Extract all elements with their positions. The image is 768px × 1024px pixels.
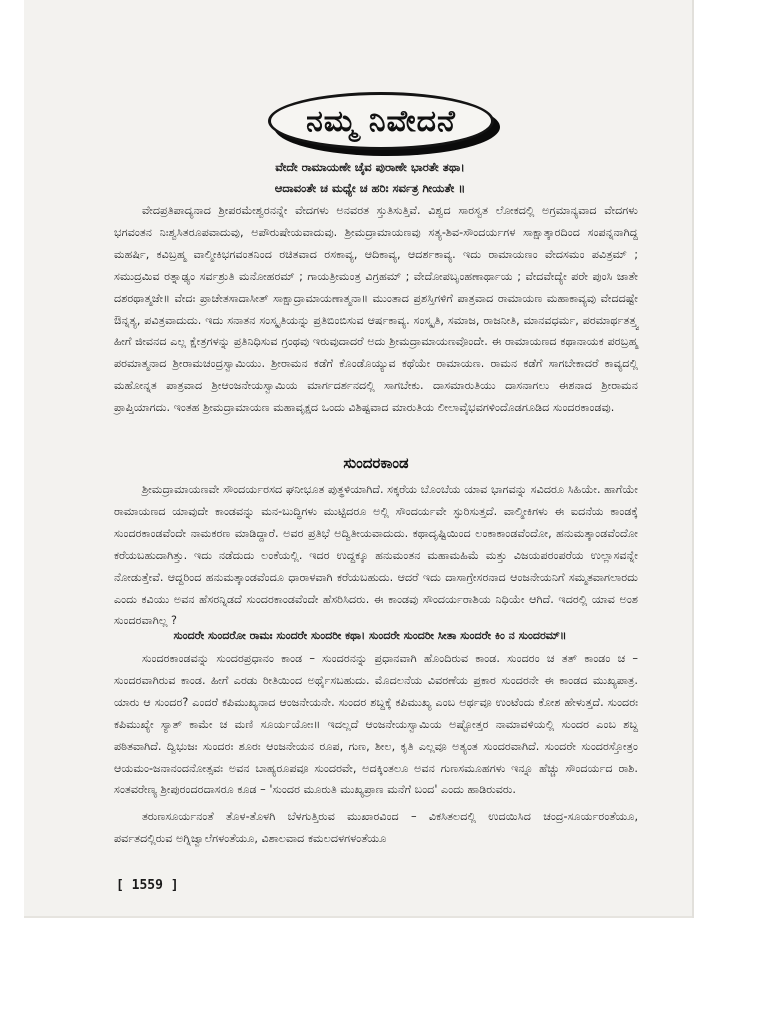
verse-line-3: ಸುಂದರೇ ಸುಂದರೋ ರಾಮಃ ಸುಂದರೇ ಸುಂದರೀ ಕಥಾ। ಸುಂದರೇ ಸುಂದರೀ ಸೀತಾ ಸುಂದರೇ ಕಿಂ ನ ಸುಂದರಮ್॥ xyxy=(173,629,567,642)
page-number: [ 1559 ] xyxy=(116,878,179,893)
header-oval xyxy=(268,92,494,150)
paragraph-4: ತರುಣಸೂರ್ಯನಂತೆ ತೊಳ-ತೊಳಗಿ ಬೆಳಗುತ್ತಿರುವ ಮುಖಾರವಿಂದ – ವಿಕಸಿತಲದಲ್ಲಿ ಉದಯಿಸಿದ ಚಂದ್ರ-ಸೂರ್ಯರಂತೆಯೂ, ಪರ್ವತದಲ್ಲಿರುವ ಅಗ್ನಿಜ್ವಾಲೆಗಳಂತೆಯೂ, ವಿಶಾಲವಾದ ಕಮಲದಳಗಳಂತೆಯೂ xyxy=(114,810,638,845)
section-title: ಸುಂದರಕಾಂಡ xyxy=(343,454,409,472)
paragraph-1: ವೇದಪ್ರತಿಪಾದ್ಯನಾದ ಶ್ರೀಪರಮೇಶ್ವರನನ್ನೇ ವೇದಗಳು ಅನವರತ ಸ್ತುತಿಸುತ್ತಿವೆ. ವಿಶ್ವದ ಸಾರಸ್ವತ ಲೋಕದಲ್ಲಿ ಅಗ್ರಮಾನ್ಯವಾದ ವೇದಗಳು ಭಗವಂತನ ನಿಃಶ್ವಸಿತರೂಪವಾದುವು, ಅಪೌರುಷೇಯವಾದುವು. ಶ್ರೀಮದ್ರಾಮಾಯಣವು ಸತ್ಯ-ಶಿವ-ಸೌಂದರ್ಯಗಳ ಸಾಕ್ಷಾತ್ಕಾರದಿಂದ ಸಂಪನ್ನನಾಗಿದ್ದ ಮಹರ್ಷಿ, ಕವಿಬ್ರಹ್ಮ ವಾಲ್ಮೀಕಿಭಗವಂತನಿಂದ ರಚಿತವಾದ ರಸಕಾವ್ಯ, ಆದಿಕಾವ್ಯ, ಆದರ್ಶಕಾವ್ಯ. ಇದು ರಾಮಾಯಣಂ ವೇದಸಮಂ ಪವಿತ್ರಮ್ ; ಸಮುದ್ರಮಿವ ರತ್ನಾಢ್ಯಂ ಸರ್ವಶ್ರುತಿ ಮನೋಹರಮ್ ; ಗಾಯತ್ರೀಮಂತ್ರ ವಿಗ್ರಹಮ್ ; ವೇದೋಪಬೃಂಹಣಾರ್ಥಾಯ ; ವೇದವೇದ್ಯೇ ಪರೇ ಪುಂಸಿ ಜಾತೇ ದಶರಥಾತ್ಮಜೇ॥ ವೇದಃ ಪ್ರಾಚೇತಸಾದಾಸೀತ್ ಸಾಕ್ಷಾದ್ರಾಮಾಯಣಾತ್ಮನಾ॥ ಮುಂತಾದ ಪ್ರಶಸ್ತಿಗಳಿಗೆ ಪಾತ್ರವಾದ ರಾಮಾಯಣ ಮಹಾಕಾವ್ಯವು ವೇದದಷ್ಟೇ ಔನ್ನತ್ಯ, ಪವಿತ್ರವಾದುದು. ಇದು ಸನಾತನ ಸಂಸ್ಕೃತಿಯನ್ನು ಪ್ರತಿಬಿಂಬಿಸುವ ಆರ್ಷಕಾವ್ಯ. ಸಂಸ್ಕೃತಿ, ಸಮಾಜ, ರಾಜನೀತಿ, ಮಾನವಧರ್ಮ, ಪರಮಾರ್ಥತತ್ತ್ವ ಹೀಗೆ ಜೀವನದ ಎಲ್ಲ ಕ್ಷೇತ್ರಗಳನ್ನು ಪ್ರತಿನಿಧಿಸುವ ಗ್ರಂಥವು ಇರುವುದಾದರೆ ಅದು ಶ್ರೀಮದ್ರಾಮಾಯಣವೊಂದೇ. ಈ ರಾಮಾಯಣದ ಕಥಾನಾಯಕ ಪರಬ್ರಹ್ಮ ಪರಮಾತ್ಮನಾದ ಶ್ರೀರಾಮಚಂದ್ರಸ್ವಾಮಿಯು. ಶ್ರೀರಾಮನ ಕಡೆಗೆ ಕೊಂಡೊಯ್ಯುವ ಕಥೆಯೇ ರಾಮಾಯಣ. ರಾಮನ ಕಡೆಗೆ ಸಾಗಬೇಕಾದರೆ ಕಾವ್ಯದಲ್ಲಿ ಮಹೋನ್ನತ ಪಾತ್ರವಾದ ಶ್ರೀಆಂಜನೇಯಸ್ವಾಮಿಯ ಮಾರ್ಗದರ್ಶನದಲ್ಲಿ ಸಾಗಬೇಕು. ದಾಸಮಾರುತಿಯು ದಾಸನಾಗಲು ಈಶನಾದ ಶ್ರೀರಾಮನ ಪ್ರಾಪ್ತಿಯಾಗದು. ಇಂತಹ ಶ್ರೀಮದ್ರಾಮಾಯಣ ಮಹಾವೃಕ್ಷದ ಒಂದು ವಿಶಿಷ್ಟವಾದ ಮಾರುತಿಯ ಲೀಲಾವೈಭವಗಳಿಂದೊಡಗೂಡಿದ ಸುಂದರಕಾಂಡವು. xyxy=(114,204,638,415)
verse-line-2: ಆದಾವಂತೇ ಚ ಮಧ್ಯೇ ಚ ಹರಿಃ ಸರ್ವತ್ರ ಗೀಯತೇ ॥ xyxy=(274,181,466,195)
paragraph-3: ಸುಂದರಕಾಂಡವನ್ನು ಸುಂದರಪ್ರಧಾನಂ ಕಾಂಡ – ಸುಂದರನನ್ನು ಪ್ರಧಾನವಾಗಿ ಹೊಂದಿರುವ ಕಾಂಡ. ಸುಂದರಂ ಚ ತತ್ ಕಾಂಡಂ ಚ – ಸುಂದರವಾಗಿರುವ ಕಾಂಡ. ಹೀಗೆ ಎರಡು ರೀತಿಯಿಂದ ಅರ್ಥೈಸಬಹುದು. ಮೊದಲನೆಯ ವಿವರಣೆಯ ಪ್ರಕಾರ ಸುಂದರನೇ ಈ ಕಾಂಡದ ಮುಖ್ಯಪಾತ್ರ. ಯಾರು ಆ ಸುಂದರ? ಎಂದರೆ ಕಪಿಮುಖ್ಯನಾದ ಆಂಜನೇಯನೇ. ಸುಂದರ ಶಬ್ದಕ್ಕೆ ಕಪಿಮುಖ್ಯ ಎಂಬ ಅರ್ಥವೂ ಉಂಟೆಂದು ಕೋಶ ಹೇಳುತ್ತದೆ. ಸುಂದರಃ ಕಪಿಮುಖ್ಯೇ ಸ್ಯಾತ್ ಕಾಮೇ ಚ ಮಣಿ ಸೂರ್ಯಯೋಃ॥ ಇದಲ್ಲದೆ ಆಂಜನೇಯಸ್ವಾಮಿಯ ಅಷ್ಟೋತ್ತರ ನಾಮಾವಳಿಯಲ್ಲಿ ಸುಂದರ ಎಂಬ ಶಬ್ದ ಪಠಿತವಾಗಿದೆ. ದ್ವಿಭುಜಃ ಸುಂದರಃ ಶೂರಃ ಆಂಜನೇಯನ ರೂಪ, ಗುಣ, ಶೀಲ, ಕೃತಿ ಎಲ್ಲವೂ ಅತ್ಯಂತ ಸುಂದರವಾಗಿದೆ. ಸುಂದರೇ ಸುಂದರಸ್ತೋತ್ರಂ ಆಯಮಂ-ಜನಾನಂದನೋತ್ಸವಃ ಅವನ ಬಾಹ್ಯರೂಪವೂ ಸುಂದರವೇ, ಅದಕ್ಕಿಂತಲೂ ಅವನ ಗುಣಸಮೂಹಗಳು ಇನ್ನೂ ಹೆಚ್ಚು ಸೌಂದರ್ಯದ ರಾಶಿ. ಸಂತವರೇಣ್ಯ ಶ್ರೀಪುರಂದರದಾಸರೂ ಕೂಡ – 'ಸುಂದರ ಮೂರುತಿ ಮುಖ್ಯಪ್ರಾಣ ಮನೆಗೆ ಬಂದ' ಎಂದು ಹಾಡಿರುವರು. xyxy=(114,652,638,797)
page-title: ನಮ್ಮ ನಿವೇದನೆ xyxy=(306,103,456,139)
verse-line-1: ವೇದೇ ರಾಮಾಯಣೇ ಚೈವ ಪುರಾಣೇ ಭಾರತೇ ತಥಾ। xyxy=(275,160,465,174)
paragraph-2: ಶ್ರೀಮದ್ರಾಮಾಯಣವೇ ಸೌಂದರ್ಯರಸದ ಘನೀಭೂತ ಪುತ್ಥಳಿಯಾಗಿದೆ. ಸಕ್ಕರೆಯ ಬೊಂಬೆಯ ಯಾವ ಭಾಗವನ್ನು ಸವಿದರೂ ಸಿಹಿಯೇ. ಹಾಗೆಯೇ ರಾಮಾಯಣದ ಯಾವುದೇ ಕಾಂಡವನ್ನು ಮನ-ಬುದ್ಧಿಗಳು ಮುಟ್ಟಿದರೂ ಅಲ್ಲಿ ಸೌಂದರ್ಯವೇ ಸ್ಫುರಿಸುತ್ತದೆ. ವಾಲ್ಮೀಕಿಗಳು ಈ ಐದನೆಯ ಕಾಂಡಕ್ಕೆ ಸುಂದರಕಾಂಡವೆಂದೇ ನಾಮಕರಣ ಮಾಡಿದ್ದಾರೆ. ಅವರ ಪ್ರತಿಭೆ ಅದ್ವಿತೀಯವಾದುದು. ಕಥಾದೃಷ್ಟಿಯಿಂದ ಲಂಕಾಕಾಂಡವೆಂದೋ, ಹನುಮತ್ಕಾಂಡವೆಂದೋ ಕರೆಯಬಹುದಾಗಿತ್ತು. ಇದು ನಡೆದುದು ಲಂಕೆಯಲ್ಲಿ. ಇದರ ಉದ್ದಕ್ಕೂ ಹನುಮಂತನ ಮಹಾಮಹಿಮೆ ಮತ್ತು ವಿಜಯಪರಂಪರೆಯ ಉಲ್ಲಾಸವನ್ನೇ ನೋಡುತ್ತೇವೆ. ಆದ್ದರಿಂದ ಹನುಮತ್ಕಾಂಡವೆಂದೂ ಧಾರಾಳವಾಗಿ ಕರೆಯಬಹುದು. ಆದರೆ ಇದು ದಾಸಾಗ್ರೇಸರನಾದ ಆಂಜನೇಯನಿಗೆ ಸಮ್ಮತವಾಗಲಾರದು ಎಂದು ಕವಿಯು ಅವನ ಹೆಸರನ್ನಿಡದೆ ಸುಂದರಕಾಂಡವೆಂದೇ ಹೆಸರಿಸಿದರು. ಈ ಕಾಂಡವು ಸೌಂದರ್ಯರಾಶಿಯ ನಿಧಿಯೇ ಆಗಿದೆ. ಇದರಲ್ಲಿ ಯಾವ ಅಂಶ ಸುಂದರವಾಗಿಲ್ಲ ? xyxy=(114,483,638,628)
